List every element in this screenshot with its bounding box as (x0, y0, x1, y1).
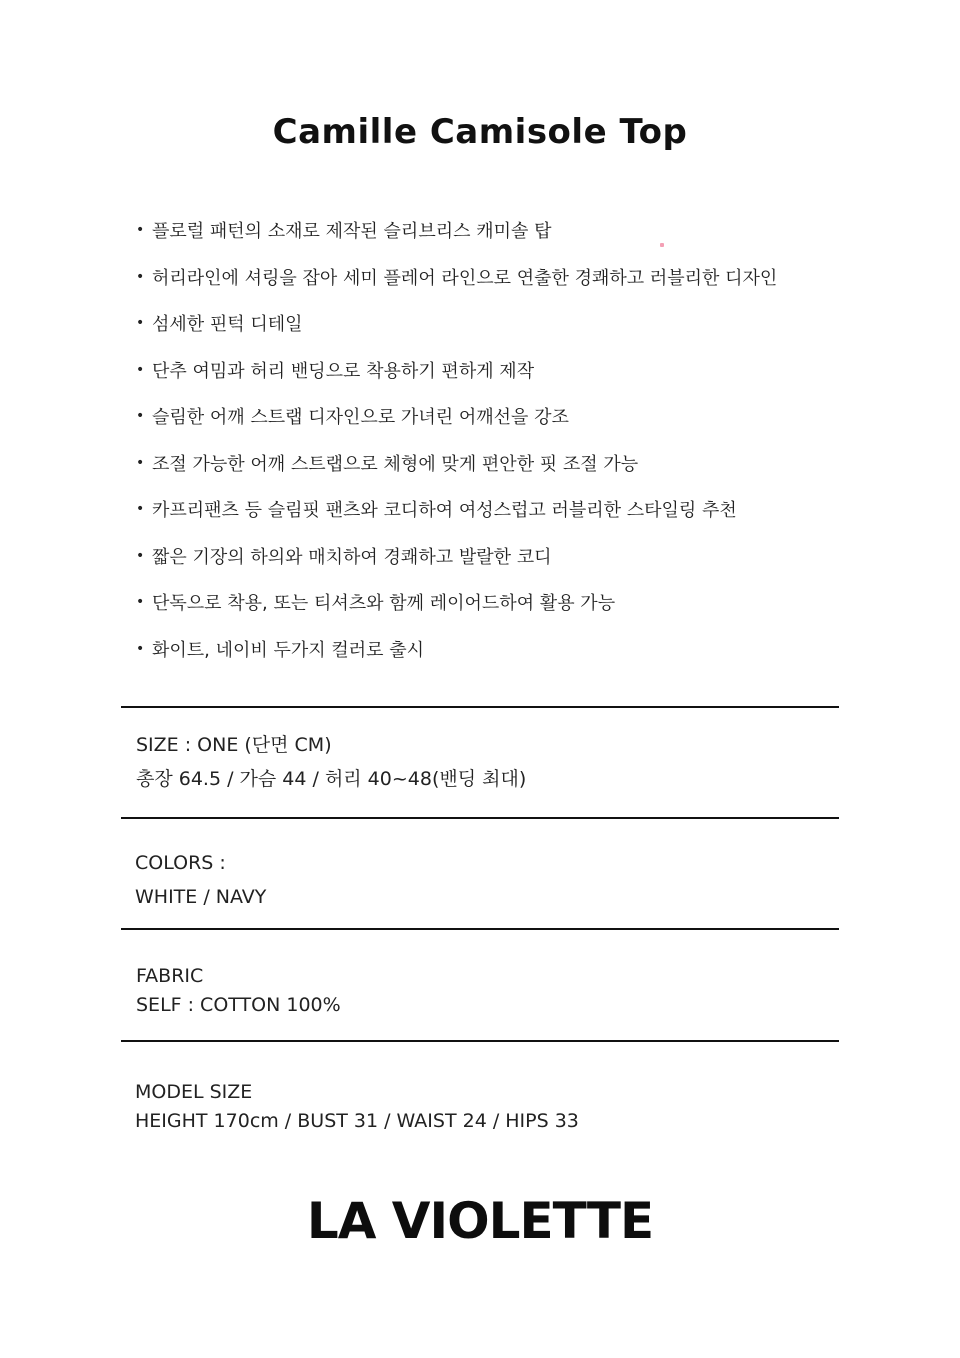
bullet-icon: • (136, 408, 145, 425)
colors-section (135, 846, 835, 914)
feature-item (136, 533, 856, 580)
feature-item (136, 347, 856, 394)
feature-text: 짧은 기장의 하의와 매치하여 경쾌하고 발랄한 코디 (152, 546, 552, 568)
feature-item (136, 207, 856, 254)
fabric-detail: SELF : COTTON 100% (136, 994, 341, 1016)
fabric-section (136, 962, 836, 1020)
feature-item (136, 579, 856, 626)
bullet-icon: • (136, 361, 145, 378)
bullet-icon: • (136, 454, 145, 471)
fabric-label: FABRIC (136, 965, 204, 987)
feature-item (136, 300, 856, 347)
colors-detail: WHITE / NAVY (135, 886, 267, 908)
feature-text: 카프리팬츠 등 슬림핏 팬츠와 코디하여 여성스럽고 러블리한 스타일링 추천 (152, 500, 737, 522)
brand-logo: LA VIOLETTE (306, 1192, 654, 1250)
feature-text: 단독으로 착용, 또는 티셔츠와 함께 레이어드하여 활용 가능 (152, 593, 616, 615)
feature-text: 섬세한 핀턱 디테일 (152, 314, 303, 336)
size-label: SIZE : ONE (단면 CM) (136, 734, 332, 756)
size-section (136, 728, 836, 796)
feature-item (136, 393, 856, 440)
feature-text: 플로럴 패턴의 소재로 제작된 슬리브리스 캐미솔 탑 (152, 221, 552, 243)
model-size-section (135, 1078, 835, 1136)
feature-text: 화이트, 네이비 두가지 컬러로 출시 (152, 639, 425, 661)
feature-item (136, 254, 856, 301)
bullet-icon: • (136, 594, 145, 611)
bullet-icon: • (136, 547, 145, 564)
model-size-detail: HEIGHT 170cm / BUST 31 / WAIST 24 / HIPS 33 (135, 1110, 579, 1132)
divider-fabric-top (121, 928, 839, 930)
feature-text: 허리라인에 셔링을 잡아 세미 플레어 라인으로 연출한 경쾌하고 러블리한 디자인 (152, 267, 778, 289)
bullet-icon: • (136, 268, 145, 285)
feature-item (136, 486, 856, 533)
feature-text: 조절 가능한 어깨 스트랩으로 체형에 맞게 편안한 핏 조절 가능 (152, 453, 639, 475)
divider-model-top (121, 1040, 839, 1042)
model-size-label: MODEL SIZE (135, 1081, 253, 1103)
feature-text: 단추 여밈과 허리 밴딩으로 착용하기 편하게 제작 (152, 360, 535, 382)
feature-item (136, 440, 856, 487)
feature-list (136, 207, 856, 672)
bullet-icon: • (136, 315, 145, 332)
feature-item (136, 626, 856, 673)
bullet-icon: • (136, 222, 145, 239)
decorative-dot (660, 243, 664, 247)
product-title: Camille Camisole Top (272, 112, 688, 152)
size-detail: 총장 64.5 / 가슴 44 / 허리 40~48(밴딩 최대) (136, 768, 527, 790)
bullet-icon: • (136, 640, 145, 657)
feature-text: 슬림한 어깨 스트랩 디자인으로 가녀린 어깨선을 강조 (152, 407, 569, 429)
divider-colors-top (121, 817, 839, 819)
colors-label: COLORS : (135, 852, 226, 874)
divider-size-top (121, 706, 839, 708)
bullet-icon: • (136, 501, 145, 518)
